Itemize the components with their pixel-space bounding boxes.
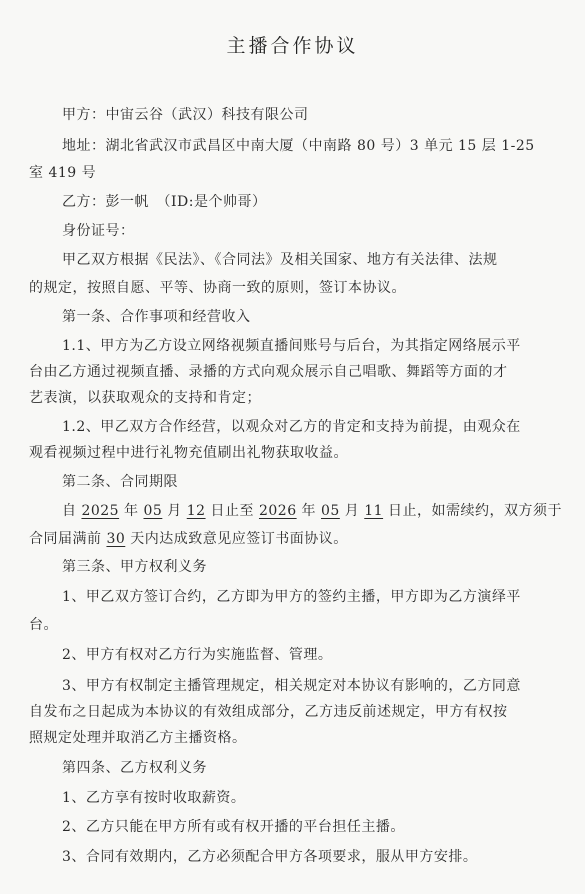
end-year-field: 2026 bbox=[258, 503, 297, 519]
end-day-field: 11 bbox=[364, 503, 384, 519]
section-1-title: 第一条、合作事项和经营收入 bbox=[62, 309, 251, 325]
intro-line-2: 的规定，按照自愿、平等、协商一致的原则，签订本协议。 bbox=[29, 280, 406, 296]
clause-4-2: 2、乙方只能在甲方所有或有权开播的平台担任主播。 bbox=[62, 819, 405, 835]
term-text-d: 日止至 bbox=[205, 503, 259, 519]
document-title: 主播合作协议 bbox=[226, 35, 359, 57]
clause-1-1-line-2: 台由乙方通过视频直播、录播的方式向观众展示自己唱歌、舞蹈等方面的才 bbox=[29, 364, 508, 380]
term-text-i: 天内达成致意见应签订书面协议。 bbox=[125, 531, 348, 547]
address-line-1: 地址：湖北省武汉市武昌区中南大厦（中南路 80 号）3 单元 15 层 1-25 bbox=[62, 138, 535, 154]
notice-days-field: 30 bbox=[106, 531, 126, 547]
start-year-field: 2025 bbox=[81, 503, 120, 519]
clause-3-3-line-1: 3、甲方有权制定主播管理规定，相关规定对本协议有影响的，乙方同意 bbox=[62, 678, 521, 694]
address-line-2: 室 419 号 bbox=[29, 165, 97, 181]
end-month-field: 05 bbox=[321, 503, 340, 519]
start-day-field: 12 bbox=[186, 503, 206, 519]
clause-3-1-line-2: 台。 bbox=[29, 617, 58, 633]
id-number-line: 身份证号： bbox=[62, 223, 135, 239]
term-line-1 bbox=[62, 502, 562, 520]
term-text-b: 年 bbox=[119, 503, 144, 519]
clause-1-1-line-3: 艺表演，以获取观众的支持和肯定； bbox=[29, 390, 261, 406]
party-a-line: 甲方：中宙云谷（武汉）科技有限公司 bbox=[62, 107, 309, 123]
section-2-title: 第二条、合同期限 bbox=[62, 474, 178, 490]
term-text-g: 日止，如需续约，双方须于 bbox=[383, 503, 563, 519]
term-text-e: 年 bbox=[296, 503, 322, 519]
term-text-c: 月 bbox=[162, 503, 187, 519]
start-month-field: 05 bbox=[143, 503, 163, 519]
clause-3-1-line-1: 1、甲乙双方签订合约，乙方即为甲方的签约主播，甲方即为乙方演绎平 bbox=[62, 589, 521, 605]
clause-3-3-line-3: 照规定处理并取消乙方主播资格。 bbox=[29, 730, 247, 746]
intro-line-1: 甲乙双方根据《民法》、《合同法》及相关国家、地方有关法律、法规 bbox=[62, 252, 498, 268]
clause-1-2-line-1: 1.2、甲乙双方合作经营，以观众对乙方的肯定和支持为前提，由观众在 bbox=[62, 419, 521, 435]
term-text-h: 合同届满前 bbox=[29, 531, 107, 547]
clause-1-1-line-1: 1.1、甲方为乙方设立网络视频直播间账号与后台，为其指定网络展示平 bbox=[62, 338, 521, 354]
party-b-line: 乙方：彭一帆 （ID:是个帅哥） bbox=[62, 194, 267, 210]
clause-3-3-line-2: 自发布之日起成为本协议的有效组成部分，乙方违反前述规定，甲方有权按 bbox=[29, 704, 508, 720]
section-4-title: 第四条、乙方权利义务 bbox=[62, 760, 207, 776]
clause-4-1: 1、乙方享有按时收取薪资。 bbox=[62, 790, 246, 806]
term-text-f: 月 bbox=[339, 503, 365, 519]
clause-3-2: 2、甲方有权对乙方行为实施监督、管理。 bbox=[62, 647, 333, 663]
clause-4-3: 3、合同有效期内，乙方必须配合甲方各项要求，服从甲方安排。 bbox=[62, 849, 478, 865]
term-line-2 bbox=[29, 530, 348, 548]
section-3-title: 第三条、甲方权利义务 bbox=[62, 559, 207, 575]
clause-1-2-line-2: 观看视频过程中进行礼物充值刷出礼物获取收益。 bbox=[29, 445, 348, 461]
term-text-a: 自 bbox=[62, 503, 82, 519]
